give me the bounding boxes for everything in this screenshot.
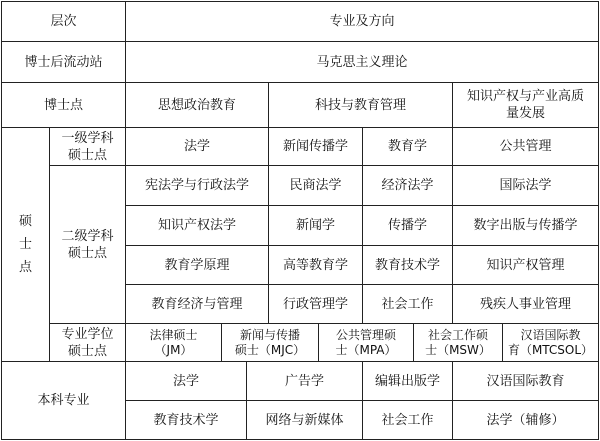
first-level-item: 新闻传播学 xyxy=(282,139,348,154)
professional-item: 公共管理硕 士（MPA） xyxy=(335,327,397,357)
second-level-item: 传播学 xyxy=(387,218,427,233)
second-level-item: 新闻学 xyxy=(295,218,335,233)
undergraduate-item: 汉语国际教育 xyxy=(486,373,565,389)
second-level-item: 数字出版与传播学 xyxy=(473,218,578,233)
second-level-item: 知识产权管理 xyxy=(486,257,565,273)
first-level-item: 教育学 xyxy=(387,139,427,154)
second-level-item: 行政管理学 xyxy=(282,296,348,312)
master-label: 硕 士 点 xyxy=(18,214,32,275)
undergraduate-item: 法学 xyxy=(172,373,199,389)
second-level-item: 教育技术学 xyxy=(374,257,440,273)
second-level-item: 高等教育学 xyxy=(282,257,348,273)
second-level-item: 经济法学 xyxy=(381,178,434,193)
undergraduate-item: 法学（辅修） xyxy=(486,412,565,428)
header-level-cell: 层次 xyxy=(50,14,77,29)
undergraduate-item: 社会工作 xyxy=(381,412,434,428)
undergraduate-item: 广告学 xyxy=(284,373,324,389)
second-level-item: 民商法学 xyxy=(289,178,342,193)
second-level-item: 教育经济与管理 xyxy=(151,296,243,312)
first-level-item: 法学 xyxy=(183,139,210,154)
first-level-item: 公共管理 xyxy=(499,139,552,154)
undergraduate-label: 本科专业 xyxy=(37,393,90,408)
undergraduate-item: 编辑出版学 xyxy=(374,373,440,389)
doctoral-item: 思想政治教育 xyxy=(157,97,236,113)
doctoral-item: 知识产权与产业高质 量发展 xyxy=(466,89,584,121)
undergraduate-item: 教育技术学 xyxy=(153,412,219,428)
professional-item: 汉语国际教 育（MTCSOL） xyxy=(507,327,594,357)
postdoc-label: 博士后流动站 xyxy=(24,54,103,70)
professional-item: 法律硕士 （JM） xyxy=(149,327,198,357)
second-level-item: 宪法学与行政法学 xyxy=(144,178,249,193)
header-major-cell: 专业及方向 xyxy=(329,14,395,29)
second-level-item: 残疾人事业管理 xyxy=(479,296,571,312)
second-level-item: 教育学原理 xyxy=(164,257,230,273)
professional-item: 新闻与传播 硕士（MJC） xyxy=(234,327,306,357)
doctoral-label: 博士点 xyxy=(43,97,83,113)
doctoral-item: 科技与教育管理 xyxy=(314,97,406,113)
professional-item: 社会工作硕 士（MSW） xyxy=(425,327,491,357)
second-level-item: 国际法学 xyxy=(499,178,552,193)
first-level-label: 一级学科 硕士点 xyxy=(61,130,114,163)
professional-label: 专业学位 硕士点 xyxy=(61,326,114,359)
undergraduate-item: 网络与新媒体 xyxy=(265,412,344,428)
second-level-item: 知识产权法学 xyxy=(157,218,236,233)
second-level-item: 社会工作 xyxy=(381,296,434,312)
postdoc-value: 马克思主义理论 xyxy=(316,54,408,70)
second-level-label: 二级学科 硕士点 xyxy=(61,228,114,261)
